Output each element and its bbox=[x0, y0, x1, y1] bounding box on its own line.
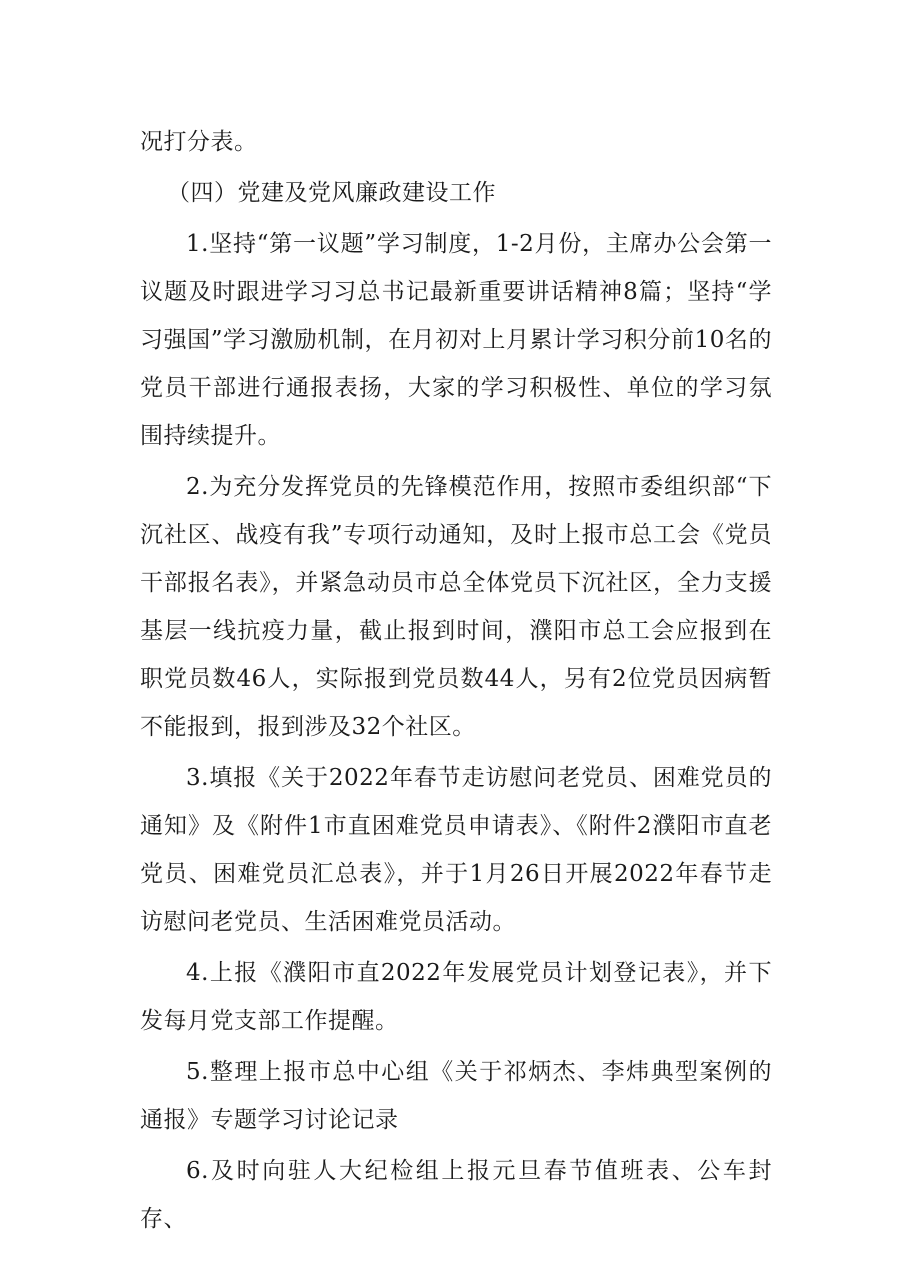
section-heading: （四）党建及党风廉政建设工作 bbox=[167, 180, 496, 206]
paragraph-item-3: 3.填报《关于2022年春节走访慰问老党员、困难党员的通知》及《附件1市直困难党员申请表》、《附件2濮阳市直老党员、困难党员汇总表》，并于1月26日开展2022年春节走访慰问老党员、生活困难党员活动。 bbox=[140, 765, 772, 935]
paragraph-continuation: 况打分表。 bbox=[140, 129, 258, 155]
paragraph-item-5: 5.整理上报市总中心组《关于祁炳杰、李炜典型案例的通报》专题学习讨论记录 bbox=[140, 1059, 772, 1133]
paragraph-item-6: 6.及时向驻人大纪检组上报元旦春节值班表、公车封存、 bbox=[140, 1158, 772, 1232]
paragraph-item-4: 4.上报《濮阳市直2022年发展党员计划登记表》，并下发每月党支部工作提醒。 bbox=[140, 960, 772, 1034]
document-body bbox=[140, 118, 772, 1243]
paragraph-item-2: 2.为充分发挥党员的先锋模范作用，按照市委组织部“下沉社区、战疫有我”专项行动通知，及时上报市总工会《党员干部报名表》，并紧急动员市总全体党员下沉社区，全力支援基层一线抗疫力量，截止报到时间，濮阳市总工会应报到在职党员数46人，实际报到党员数44人，另有2位党员因病暂不能报到，报到涉及32个社区。 bbox=[140, 474, 772, 740]
paragraph-item-1: 1.坚持“第一议题”学习制度，1-2月份，主席办公会第一议题及时跟进学习习总书记最新重要讲话精神8篇；坚持“学习强国”学习激励机制，在月初对上月累计学习积分前10名的党员干部进行通报表扬，大家的学习积极性、单位的学习氛围持续提升。 bbox=[140, 231, 772, 449]
